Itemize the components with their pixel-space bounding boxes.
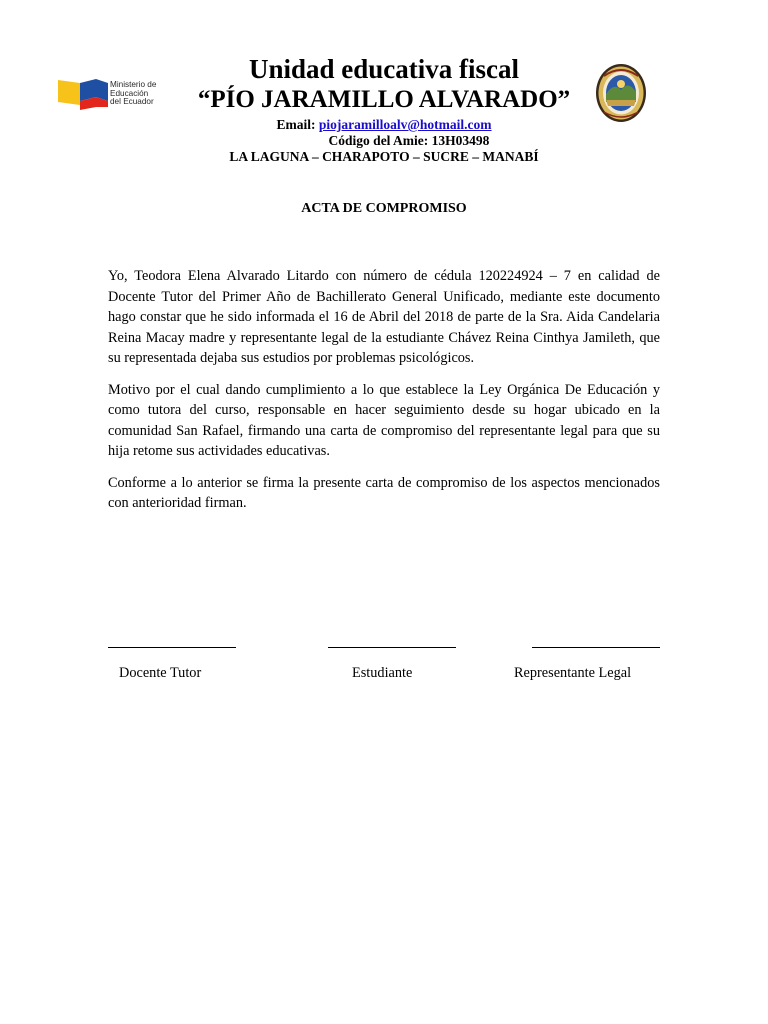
school-seal — [594, 62, 648, 124]
amie-label: Código del Amie: — [328, 133, 429, 148]
school-title — [180, 52, 588, 114]
school-seal-icon — [594, 62, 648, 124]
ministry-logo — [58, 66, 174, 122]
email-line — [150, 117, 618, 133]
signature-line — [108, 647, 236, 648]
paragraph-motive: Motivo por el cual dando cumplimiento a lo que establece la Ley Orgánica De Educación y como tutora del curso, responsable en hacer seguimiento desde su hogar ubicado en la comunidad San Rafael, firmando una carta de compromiso del representante legal para que su hija retome sus actividades educativas. — [108, 381, 660, 459]
ministry-logo-line: Educación — [110, 88, 149, 98]
amie-value: 13H03498 — [431, 133, 490, 148]
signature-section — [108, 647, 660, 687]
school-title-line1: Unidad educativa fiscal — [248, 54, 520, 84]
document-title: ACTA DE COMPROMISO — [301, 201, 467, 216]
location-line: LA LAGUNA – CHARAPOTO – SUCRE – MANABÍ — [229, 149, 539, 164]
email-link[interactable]: piojaramilloalv@hotmail.com — [318, 117, 492, 132]
school-title-line2: “PÍO JARAMILLO ALVARADO” — [197, 86, 571, 113]
signature-estudiante — [328, 647, 456, 682]
signature-label-docente: Docente Tutor — [119, 665, 202, 681]
signature-docente — [108, 647, 236, 682]
ministry-logo-line: Ministerio de — [110, 80, 157, 90]
signature-label-estudiante: Estudiante — [352, 665, 413, 681]
signature-label-representante: Representante Legal — [514, 665, 632, 681]
signature-line — [328, 647, 456, 648]
signature-representante — [514, 647, 660, 682]
email-label: Email: — [276, 117, 316, 132]
ministerio-educacion-ecuador-logo-icon — [58, 74, 108, 114]
signature-line — [532, 647, 660, 648]
ministry-logo-text — [110, 81, 170, 106]
paragraph-conclusion: Conforme a lo anterior se firma la presente carta de compromiso de los aspectos mencionados con anterioridad firman. — [108, 474, 660, 511]
document-body — [108, 266, 660, 525]
amie-line — [150, 133, 618, 149]
ministry-logo-line: del Ecuador — [110, 97, 154, 107]
contact-block — [150, 117, 618, 165]
paragraph-declaration: Yo, Teodora Elena Alvarado Litardo con número de cédula 120224924 – 7 en calidad de Docente Tutor del Primer Año de Bachillerato General Unificado, mediante este documento hago constar que he sido informada el 16 de Abril del 2018 de parte de la Sra. Aida Candelaria Reina Macay madre y representante legal de la estudiante Chávez Reina Cinthya Jamileth, que su representada dejaba sus estudios por problemas psicológicos. — [108, 268, 660, 366]
